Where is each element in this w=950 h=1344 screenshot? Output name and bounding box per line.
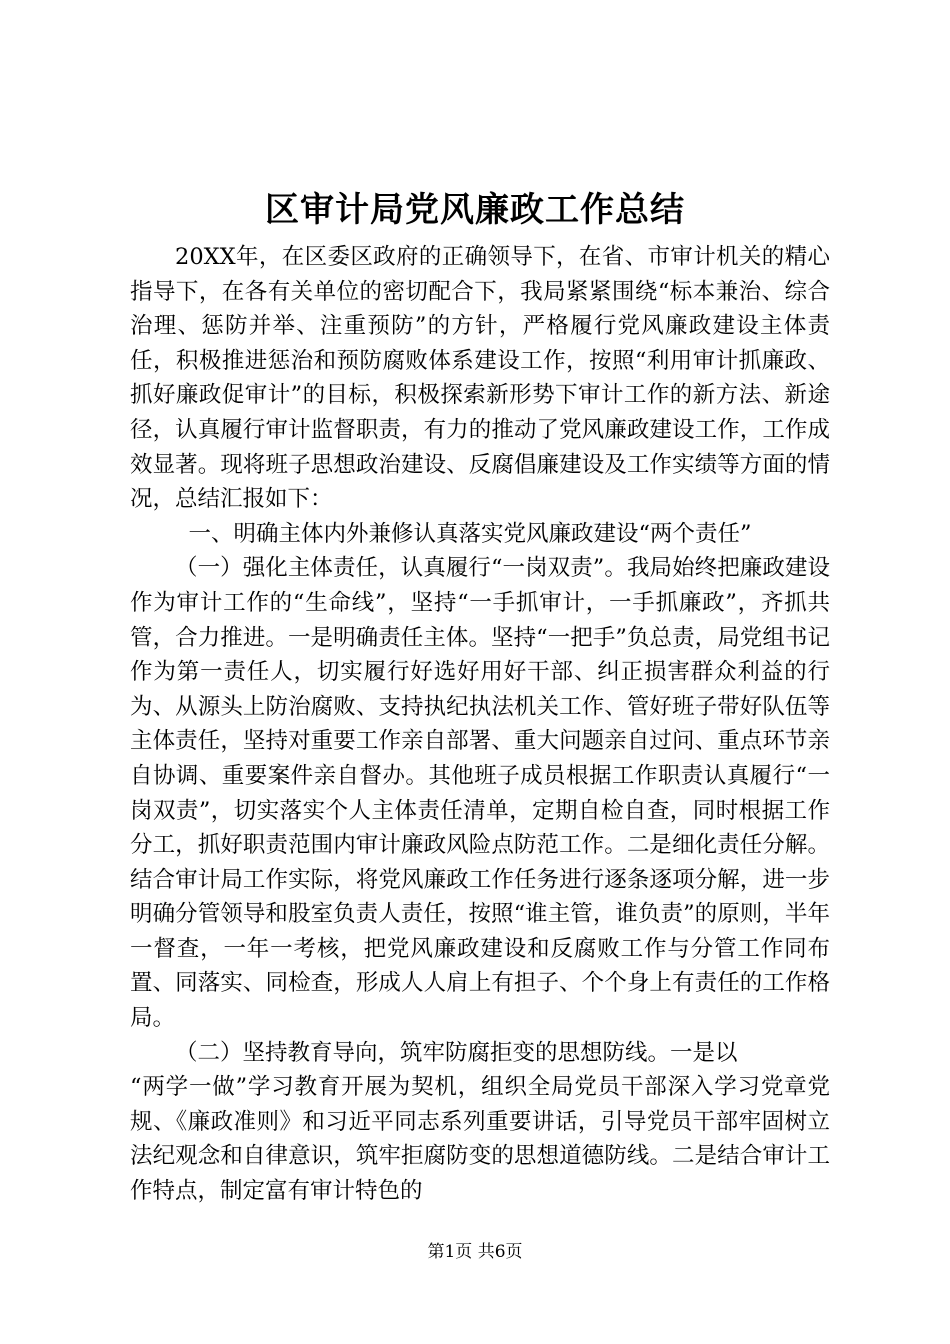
intro-paragraph: 20XX年，在区委区政府的正确领导下，在省、市审计机关的精心指导下，在各有关单位的密切配合下，我局紧紧围绕“标本兼治、综合治理、惩防并举、注重预防”的方针，严格履行党风廉政建设主体责任，积极推进惩治和预防腐败体系建设工作，按照“利用审计抓廉政、抓好廉政促审计”的目标，积极探索新形势下审计工作的新方法、新途径，认真履行审计监督职责，有力的推动了党风廉政建设工作，工作成效显著。现将班子思想政治建设、反腐倡廉建设及工作实绩等方面的情况，总结汇报如下： <box>130 244 830 513</box>
subsection-paragraph-2: （二）坚持教育导向，筑牢防腐拒变的思想防线。一是以 <box>175 1039 738 1066</box>
document-title: 区审计局党风廉政工作总结 <box>265 190 685 230</box>
document-body <box>130 240 830 1209</box>
subsection-paragraph-1: （一）强化主体责任，认真履行“一岗双责”。我局始终把廉政建设作为审计工作的“生命线”，坚持“一手抓审计，一手抓廉政”，齐抓共管，合力推进。一是明确责任主体。坚持“一把手”负总责，局党组书记作为第一责任人，切实履行好选好用好干部、纠正损害群众利益的行为、从源头上防治腐败、支持执纪执法机关工作、管好班子带好队伍等主体责任，坚持对重要工作亲自部署、重大问题亲自过问、重点环节亲自协调、重要案件亲自督办。其他班子成员根据工作职责认真履行“一岗双责”，切实落实个人主体责任清单，定期自检自查，同时根据工作分工，抓好职责范围内审计廉政风险点防范工作。二是细化责任分解。结合审计局工作实际，将党风廉政工作任务进行逐条逐项分解，进一步明确分管领导和股室负责人责任，按照“谁主管，谁负责”的原则，半年一督查，一年一考核，把党风廉政建设和反腐败工作与分管工作同布置、同落实、同检查，形成人人肩上有担子、个个身上有责任的工作格局。 <box>130 555 830 1032</box>
page-number-footer: 第1页 共6页 <box>427 1242 523 1262</box>
continuation-paragraph: “两学一做”学习教育开展为契机，组织全局党员干部深入学习党章党规、《廉政准则》和习近平同志系列重要讲话，引导党员干部牢固树立法纪观念和自律意识，筑牢拒腐防变的思想道德防线。二是结合审计工作特点，制定富有审计特色的 <box>130 1074 830 1205</box>
section-heading-1: 一、明确主体内外兼修认真落实党风廉政建设“两个责任” <box>188 520 752 547</box>
